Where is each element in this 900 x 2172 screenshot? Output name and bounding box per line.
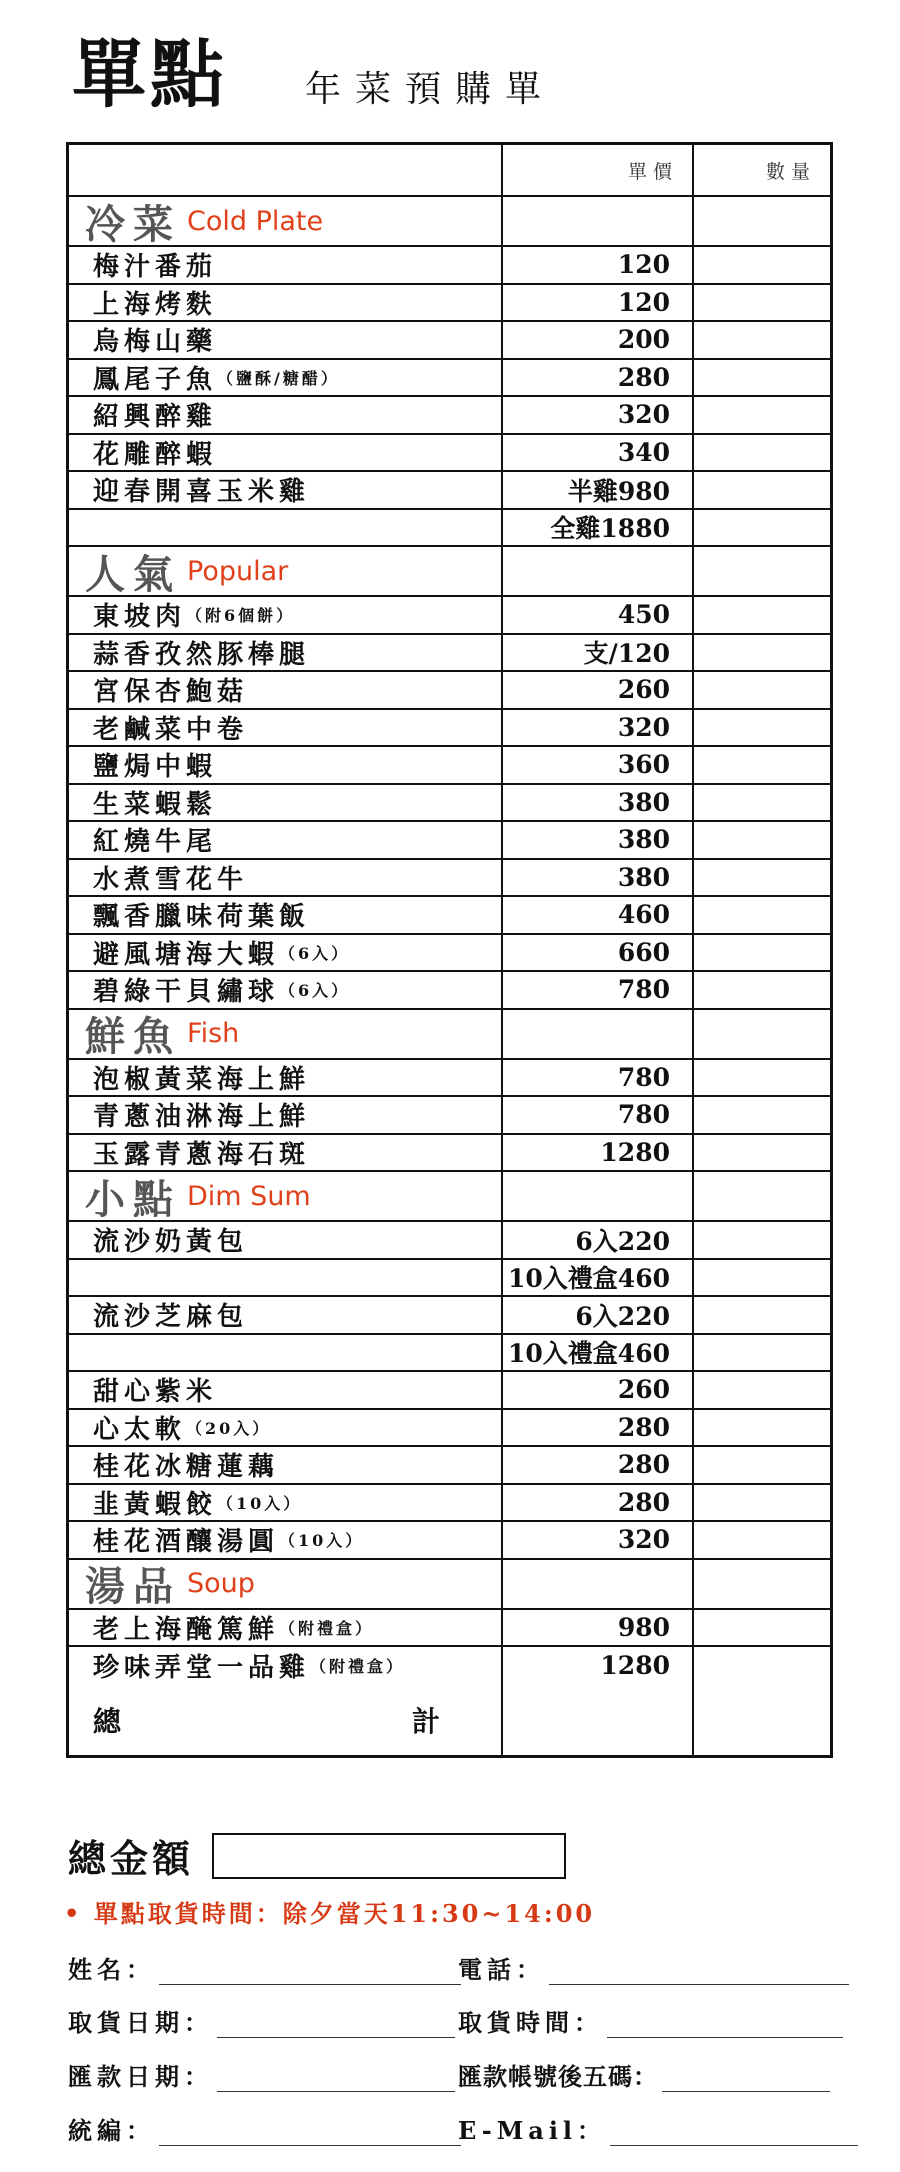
quantity-cell[interactable] xyxy=(694,1485,830,1521)
item-name-cell xyxy=(69,1447,503,1483)
table-row xyxy=(69,972,830,1010)
quantity-cell[interactable] xyxy=(694,1222,830,1258)
item-price: 280 xyxy=(503,1447,694,1483)
item-price: 780 xyxy=(503,972,694,1008)
item-name-cell xyxy=(69,285,503,321)
item-price: 支/120 xyxy=(503,635,694,671)
item-price: 280 xyxy=(503,1485,694,1521)
total-amount-input[interactable] xyxy=(212,1833,566,1879)
item-name: 心太軟 xyxy=(93,1414,187,1445)
section-title xyxy=(69,1560,503,1608)
item-name-cell xyxy=(69,360,503,396)
section-title-en: Cold Plate xyxy=(187,205,324,237)
quantity-cell[interactable] xyxy=(694,597,830,633)
tax-id-label: 統編： xyxy=(68,2116,155,2145)
item-name-cell xyxy=(69,1222,503,1258)
item-price: 半雞980 xyxy=(503,472,694,508)
table-row xyxy=(69,1522,830,1560)
table-row xyxy=(69,710,830,748)
item-price: 120 xyxy=(503,247,694,283)
item-name: 碧綠干貝繡球 xyxy=(93,977,280,1008)
quantity-cell[interactable] xyxy=(694,1522,830,1558)
item-note: （10入） xyxy=(279,1531,365,1551)
item-note: （附6個餅） xyxy=(186,606,296,626)
table-row xyxy=(69,1610,830,1648)
quantity-cell[interactable] xyxy=(694,360,830,396)
pickup-time-field xyxy=(458,2003,843,2038)
table-row xyxy=(69,1222,830,1260)
header-qty: 數量 xyxy=(765,160,816,183)
item-name-cell xyxy=(69,247,503,283)
item-name: 泡椒黃菜海上鮮 xyxy=(93,1064,311,1095)
phone-label: 電話： xyxy=(458,1955,545,1984)
section-qty-cell xyxy=(694,197,830,245)
table-row xyxy=(69,1410,830,1448)
item-name: 鳳尾子魚 xyxy=(93,364,218,395)
quantity-cell[interactable] xyxy=(694,1260,830,1296)
section-qty-cell xyxy=(694,1172,830,1220)
section-title-zh: 冷菜 xyxy=(85,200,181,248)
email-field xyxy=(458,2111,858,2146)
item-note: （6入） xyxy=(279,943,351,963)
section-title-en: Popular xyxy=(187,555,289,587)
item-price: 10入禮盒460 xyxy=(503,1260,694,1296)
item-price: 120 xyxy=(503,285,694,321)
item-name-cell xyxy=(69,1522,503,1558)
item-price: 780 xyxy=(503,1097,694,1133)
total-right-label: 計 xyxy=(411,1704,445,1738)
quantity-cell[interactable] xyxy=(694,747,830,783)
section-title-zh: 小點 xyxy=(85,1175,181,1223)
quantity-cell[interactable] xyxy=(694,397,830,433)
quantity-cell[interactable] xyxy=(694,1447,830,1483)
table-row xyxy=(69,635,830,673)
phone-input-line[interactable] xyxy=(549,1956,849,1985)
pickup-date-field xyxy=(68,2003,455,2038)
quantity-cell[interactable] xyxy=(694,247,830,283)
table-row xyxy=(69,322,830,360)
item-name-cell xyxy=(69,1260,503,1296)
item-name: 宮保杏鮑菇 xyxy=(93,677,249,708)
section-price-cell xyxy=(503,197,694,245)
item-name: 梅汁番茄 xyxy=(93,252,218,283)
table-row xyxy=(69,435,830,473)
total-row xyxy=(69,1685,830,1755)
quantity-cell[interactable] xyxy=(694,672,830,708)
item-name-cell xyxy=(69,672,503,708)
table-row xyxy=(69,472,830,510)
quantity-cell[interactable] xyxy=(694,1335,830,1371)
item-name: 老上海醃篤鮮 xyxy=(93,1614,280,1645)
section-title xyxy=(69,197,503,248)
tax-id-field xyxy=(68,2111,461,2146)
item-price: 280 xyxy=(503,1410,694,1446)
section-title-zh: 湯品 xyxy=(85,1563,181,1610)
item-name: 生菜蝦鬆 xyxy=(93,789,218,820)
item-name: 烏梅山藥 xyxy=(93,327,218,358)
quantity-cell[interactable] xyxy=(694,860,830,896)
pickup-date-label: 取貨日期： xyxy=(68,2008,213,2037)
item-name-cell xyxy=(69,1485,503,1521)
quantity-cell[interactable] xyxy=(694,285,830,321)
table-row xyxy=(69,747,830,785)
item-name-cell xyxy=(69,1335,503,1371)
table-row xyxy=(69,1447,830,1485)
section-title-en: Fish xyxy=(187,1018,240,1049)
item-name-cell xyxy=(69,635,503,671)
item-name: 珍味弄堂一品雞 xyxy=(93,1653,311,1684)
table-row xyxy=(69,510,830,548)
section-title xyxy=(69,1172,503,1223)
quantity-cell[interactable] xyxy=(694,897,830,933)
item-name-cell xyxy=(69,322,503,358)
table-row xyxy=(69,1297,830,1335)
item-name-cell xyxy=(69,1610,503,1646)
section-title-en: Soup xyxy=(187,1568,255,1599)
table-row xyxy=(69,1135,830,1173)
item-price: 全雞1880 xyxy=(503,510,694,546)
page-subtitle: 年菜預購單 xyxy=(305,69,556,110)
section-price-cell xyxy=(503,547,694,595)
item-name: 甜心紫米 xyxy=(93,1377,218,1408)
remit-date-input-line[interactable] xyxy=(217,2063,455,2092)
name-field xyxy=(68,1950,461,1985)
item-name-cell xyxy=(69,597,503,633)
table-row xyxy=(69,1647,830,1685)
table-row xyxy=(69,360,830,398)
header-name-cell xyxy=(69,145,503,195)
section-price-cell xyxy=(503,1010,694,1058)
item-note: （6入） xyxy=(279,981,351,1001)
item-name-cell xyxy=(69,1097,503,1133)
table-row xyxy=(69,597,830,635)
item-note: （10入） xyxy=(217,1493,303,1513)
quantity-cell[interactable] xyxy=(694,1372,830,1408)
quantity-cell[interactable] xyxy=(694,935,830,971)
item-price: 380 xyxy=(503,822,694,858)
item-price: 1280 xyxy=(503,1647,694,1685)
item-name: 水煮雪花牛 xyxy=(93,864,249,895)
table-row xyxy=(69,285,830,323)
item-price: 980 xyxy=(503,1610,694,1646)
item-name: 蒜香孜然豚棒腿 xyxy=(93,639,311,670)
table-row xyxy=(69,1485,830,1523)
quantity-cell[interactable] xyxy=(694,635,830,671)
item-name: 東坡肉 xyxy=(93,602,187,633)
item-price: 660 xyxy=(503,935,694,971)
pickup-time-label: 取貨時間： xyxy=(458,2008,603,2037)
item-name: 玉露青蔥海石斑 xyxy=(93,1139,311,1170)
pickup-time-input-line[interactable] xyxy=(607,2009,843,2038)
quantity-cell[interactable] xyxy=(694,1135,830,1171)
menu-table xyxy=(66,142,833,1758)
section-row xyxy=(69,1172,830,1222)
name-label: 姓名： xyxy=(68,1955,155,1984)
item-name: 紅燒牛尾 xyxy=(93,827,218,858)
total-amount-field xyxy=(68,1828,566,1883)
quantity-cell[interactable] xyxy=(694,1060,830,1096)
pickup-date-input-line[interactable] xyxy=(217,2009,455,2038)
table-row xyxy=(69,897,830,935)
item-price: 1280 xyxy=(503,1135,694,1171)
item-name-cell xyxy=(69,860,503,896)
item-name-cell xyxy=(69,472,503,508)
email-label: E-Mail： xyxy=(458,2116,607,2145)
item-name-cell xyxy=(69,1297,503,1333)
quantity-cell[interactable] xyxy=(694,510,830,546)
item-name: 老鹹菜中卷 xyxy=(93,714,249,745)
item-note: （附禮盒） xyxy=(279,1618,375,1638)
name-input-line[interactable] xyxy=(159,1956,461,1985)
item-name: 紹興醉雞 xyxy=(93,402,218,433)
section-row xyxy=(69,1010,830,1060)
item-name: 迎春開喜玉米雞 xyxy=(93,477,311,508)
item-name-cell xyxy=(69,510,503,546)
section-price-cell xyxy=(503,1560,694,1608)
remit-account-field xyxy=(458,2057,830,2092)
quantity-cell[interactable] xyxy=(694,1610,830,1646)
quantity-cell[interactable] xyxy=(694,785,830,821)
item-price: 360 xyxy=(503,747,694,783)
section-qty-cell xyxy=(694,1010,830,1058)
item-price: 450 xyxy=(503,597,694,633)
header-price: 單價 xyxy=(503,145,694,195)
table-header-row xyxy=(69,145,830,197)
item-price: 260 xyxy=(503,672,694,708)
table-row xyxy=(69,1260,830,1298)
remit-date-label: 匯款日期： xyxy=(68,2062,213,2091)
item-price: 380 xyxy=(503,785,694,821)
item-note: （附禮盒） xyxy=(310,1657,406,1677)
quantity-cell[interactable] xyxy=(694,1410,830,1446)
total-amount-label: 總金額 xyxy=(68,1836,195,1881)
item-price: 280 xyxy=(503,360,694,396)
total-left-label: 總 xyxy=(93,1704,127,1738)
pickup-time-note: • 單點取貨時間：除夕當天11:30~14:00 xyxy=(64,1899,596,1928)
table-row xyxy=(69,1060,830,1098)
item-price: 10入禮盒460 xyxy=(503,1335,694,1371)
section-title-en: Dim Sum xyxy=(187,1180,311,1212)
item-name-cell xyxy=(69,710,503,746)
item-name: 桂花冰糖蓮藕 xyxy=(93,1452,280,1483)
item-name: 青蔥油淋海上鮮 xyxy=(93,1102,311,1133)
menu-rows xyxy=(69,197,830,1685)
item-name-cell xyxy=(69,1410,503,1446)
item-price: 6入220 xyxy=(503,1297,694,1333)
email-input-line[interactable] xyxy=(610,2117,858,2146)
section-row xyxy=(69,547,830,597)
total-label-cell xyxy=(69,1685,503,1755)
item-name: 韭黃蝦餃 xyxy=(93,1489,218,1520)
table-row xyxy=(69,935,830,973)
quantity-cell[interactable] xyxy=(694,1647,830,1685)
section-title xyxy=(69,547,503,598)
item-price: 320 xyxy=(503,1522,694,1558)
remit-date-field xyxy=(68,2057,455,2092)
table-row xyxy=(69,1372,830,1410)
item-name-cell xyxy=(69,822,503,858)
quantity-cell[interactable] xyxy=(694,322,830,358)
item-price: 780 xyxy=(503,1060,694,1096)
total-qty-cell[interactable] xyxy=(694,1685,830,1755)
tax-id-input-line[interactable] xyxy=(159,2117,461,2146)
item-name: 花雕醉蝦 xyxy=(93,439,218,470)
item-name: 飄香臘味荷葉飯 xyxy=(93,902,311,933)
item-name: 流沙芝麻包 xyxy=(93,1302,249,1333)
table-row xyxy=(69,785,830,823)
remit-account-label: 匯款帳號後五碼： xyxy=(458,2062,658,2091)
section-row xyxy=(69,197,830,247)
table-row xyxy=(69,1097,830,1135)
total-price-cell[interactable] xyxy=(503,1685,694,1755)
quantity-cell[interactable] xyxy=(694,1097,830,1133)
quantity-cell[interactable] xyxy=(694,822,830,858)
item-name-cell xyxy=(69,897,503,933)
item-price: 260 xyxy=(503,1372,694,1408)
table-row xyxy=(69,672,830,710)
item-note: （20入） xyxy=(186,1418,272,1438)
section-qty-cell xyxy=(694,1560,830,1608)
item-name: 流沙奶黃包 xyxy=(93,1227,249,1258)
page-title: 單點 xyxy=(72,32,228,118)
quantity-cell[interactable] xyxy=(694,435,830,471)
item-name-cell xyxy=(69,935,503,971)
section-title xyxy=(69,1010,503,1058)
table-row xyxy=(69,860,830,898)
item-name: 上海烤麩 xyxy=(93,289,218,320)
item-price: 200 xyxy=(503,322,694,358)
item-name-cell xyxy=(69,1647,503,1685)
item-name-cell xyxy=(69,397,503,433)
remit-account-input-line[interactable] xyxy=(662,2063,830,2092)
item-note: （鹽酥/糖醋） xyxy=(217,368,340,388)
item-name: 避風塘海大蝦 xyxy=(93,939,280,970)
quantity-cell[interactable] xyxy=(694,710,830,746)
item-name-cell xyxy=(69,1135,503,1171)
item-price: 6入220 xyxy=(503,1222,694,1258)
item-name-cell xyxy=(69,747,503,783)
item-name-cell xyxy=(69,1372,503,1408)
item-name-cell xyxy=(69,972,503,1008)
item-name-cell xyxy=(69,1060,503,1096)
item-price: 320 xyxy=(503,397,694,433)
item-name-cell xyxy=(69,785,503,821)
table-row xyxy=(69,247,830,285)
table-row xyxy=(69,1335,830,1373)
table-row xyxy=(69,822,830,860)
item-name-cell xyxy=(69,435,503,471)
item-price: 380 xyxy=(503,860,694,896)
section-qty-cell xyxy=(694,547,830,595)
phone-field xyxy=(458,1950,849,1985)
quantity-cell[interactable] xyxy=(694,1297,830,1333)
item-name: 桂花酒釀湯圓 xyxy=(93,1527,280,1558)
quantity-cell[interactable] xyxy=(694,472,830,508)
item-price: 460 xyxy=(503,897,694,933)
quantity-cell[interactable] xyxy=(694,972,830,1008)
item-name: 鹽焗中蝦 xyxy=(93,752,218,783)
table-row xyxy=(69,397,830,435)
item-price: 320 xyxy=(503,710,694,746)
section-title-zh: 人氣 xyxy=(85,550,181,598)
section-title-zh: 鮮魚 xyxy=(85,1013,181,1060)
section-row xyxy=(69,1560,830,1610)
item-price: 340 xyxy=(503,435,694,471)
section-price-cell xyxy=(503,1172,694,1220)
